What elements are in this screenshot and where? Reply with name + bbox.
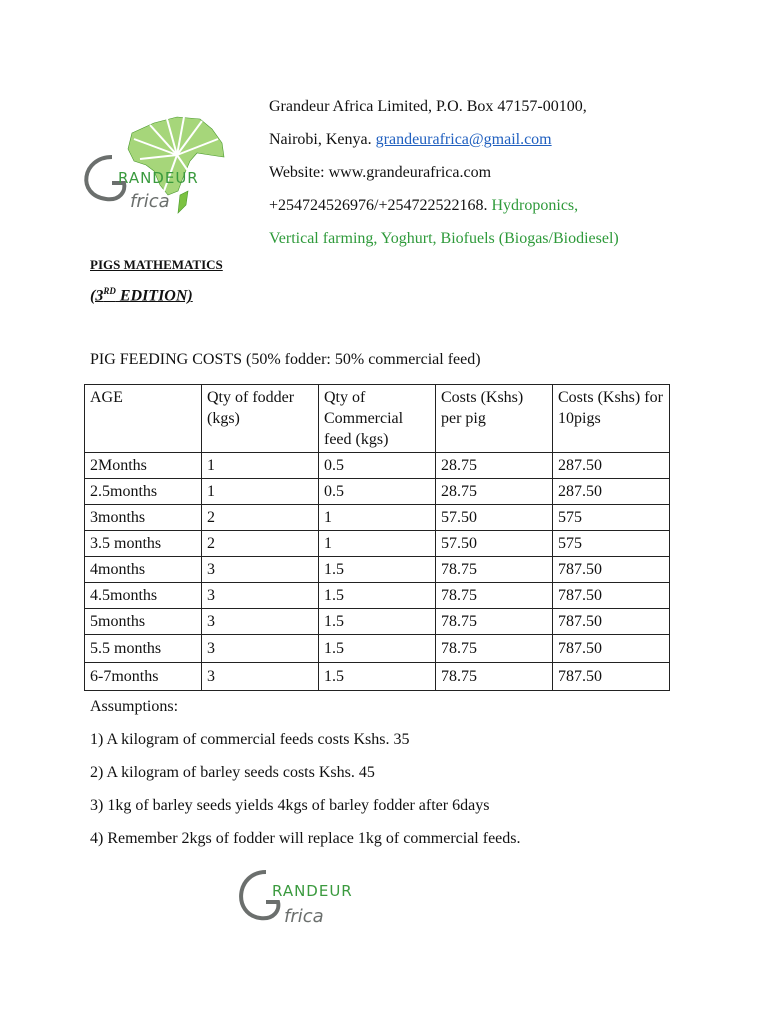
cell: 3 (202, 583, 319, 609)
cell: 2 (202, 505, 319, 531)
table-row (85, 479, 670, 505)
cell: 2Months (85, 453, 202, 479)
table-row (85, 531, 670, 557)
cell: 787.50 (553, 557, 670, 583)
logo-bottom-word-bottom: frica (284, 906, 324, 927)
cell: 1.5 (319, 557, 436, 583)
edition-open: (3 (90, 287, 104, 305)
cell: 78.75 (436, 663, 553, 691)
cell: 1 (319, 531, 436, 557)
cell: 287.50 (553, 479, 670, 505)
company-address: Grandeur Africa Limited, P.O. Box 47157-00100, (269, 98, 587, 115)
cell: 2.5months (85, 479, 202, 505)
table-row (85, 583, 670, 609)
edition-sup: RD (103, 286, 116, 296)
assumption-item: 1) A kilogram of commercial feeds costs Kshs. 35 (90, 731, 410, 748)
table-row (85, 663, 670, 691)
cell: 5.5 months (85, 635, 202, 663)
cell: 28.75 (436, 453, 553, 479)
phone-numbers: +254724526976/+254722522168. (269, 197, 492, 214)
cell: 1 (202, 479, 319, 505)
assumptions-heading: Assumptions: (90, 698, 179, 715)
cell: 787.50 (553, 583, 670, 609)
edition-close: EDITION) (115, 287, 193, 305)
website-line: Website: www.grandeurafrica.com (269, 164, 492, 181)
cell: 1.5 (319, 635, 436, 663)
table-row (85, 635, 670, 663)
table-header-row (85, 385, 670, 453)
cell: 2 (202, 531, 319, 557)
cell: 78.75 (436, 557, 553, 583)
cell: 787.50 (553, 609, 670, 635)
header-age: AGE (85, 385, 202, 453)
city-text: Nairobi, Kenya. (269, 131, 376, 148)
cell: 78.75 (436, 635, 553, 663)
cell: 787.50 (553, 663, 670, 691)
cell: 3.5 months (85, 531, 202, 557)
cell: 57.50 (436, 531, 553, 557)
cell: 1.5 (319, 609, 436, 635)
grandeur-africa-logo (72, 95, 262, 235)
table-row (85, 557, 670, 583)
document-title: PIGS MATHEMATICS (90, 257, 223, 272)
table-row (85, 453, 670, 479)
cell: 3 (202, 635, 319, 663)
cell: 5months (85, 609, 202, 635)
cell: 6-7months (85, 663, 202, 691)
feeding-costs-table (84, 384, 670, 691)
grandeur-africa-logo-bottom (232, 862, 422, 932)
contact-header (269, 90, 619, 255)
cell: 1.5 (319, 583, 436, 609)
cell: 78.75 (436, 609, 553, 635)
cell: 575 (553, 505, 670, 531)
cell: 4.5months (85, 583, 202, 609)
table-row (85, 505, 670, 531)
assumption-item: 3) 1kg of barley seeds yields 4kgs of barley fodder after 6days (90, 797, 490, 814)
cell: 287.50 (553, 453, 670, 479)
cell: 575 (553, 531, 670, 557)
city-email-line (269, 123, 619, 156)
assumption-item: 2) A kilogram of barley seeds costs Kshs. 45 (90, 764, 375, 781)
logo-top-word: RANDEUR (118, 169, 199, 187)
cell: 78.75 (436, 583, 553, 609)
cell: 1 (202, 453, 319, 479)
logo-top-word-bottom: RANDEUR (272, 882, 353, 900)
header-commercial: Qty of Commercial feed (kgs) (319, 385, 436, 453)
services-part2: Vertical farming, Yoghurt, Biofuels (Biogas/Biodiesel) (269, 230, 619, 247)
assumptions-section (90, 690, 521, 855)
cell: 3 (202, 609, 319, 635)
cell: 0.5 (319, 479, 436, 505)
cell: 3 (202, 557, 319, 583)
cell: 0.5 (319, 453, 436, 479)
cell: 1 (319, 505, 436, 531)
cell: 3months (85, 505, 202, 531)
assumption-item: 4) Remember 2kgs of fodder will replace 1kg of commercial feeds. (90, 830, 521, 847)
header-cost-per-pig: Costs (Kshs) per pig (436, 385, 553, 453)
table-row (85, 609, 670, 635)
email-link[interactable]: grandeurafrica@gmail.com (375, 131, 552, 148)
cell: 1.5 (319, 663, 436, 691)
cell: 28.75 (436, 479, 553, 505)
edition-label (90, 286, 193, 305)
cell: 787.50 (553, 635, 670, 663)
cell: 57.50 (436, 505, 553, 531)
cell: 4months (85, 557, 202, 583)
services-part1: Hydroponics, (491, 197, 579, 214)
header-cost-10pigs: Costs (Kshs) for 10pigs (553, 385, 670, 453)
phones-services-line (269, 189, 619, 222)
logo-bottom-word: frica (130, 191, 170, 212)
cell: 3 (202, 663, 319, 691)
header-fodder: Qty of fodder (kgs) (202, 385, 319, 453)
table-caption: PIG FEEDING COSTS (50% fodder: 50% commercial feed) (90, 351, 481, 368)
